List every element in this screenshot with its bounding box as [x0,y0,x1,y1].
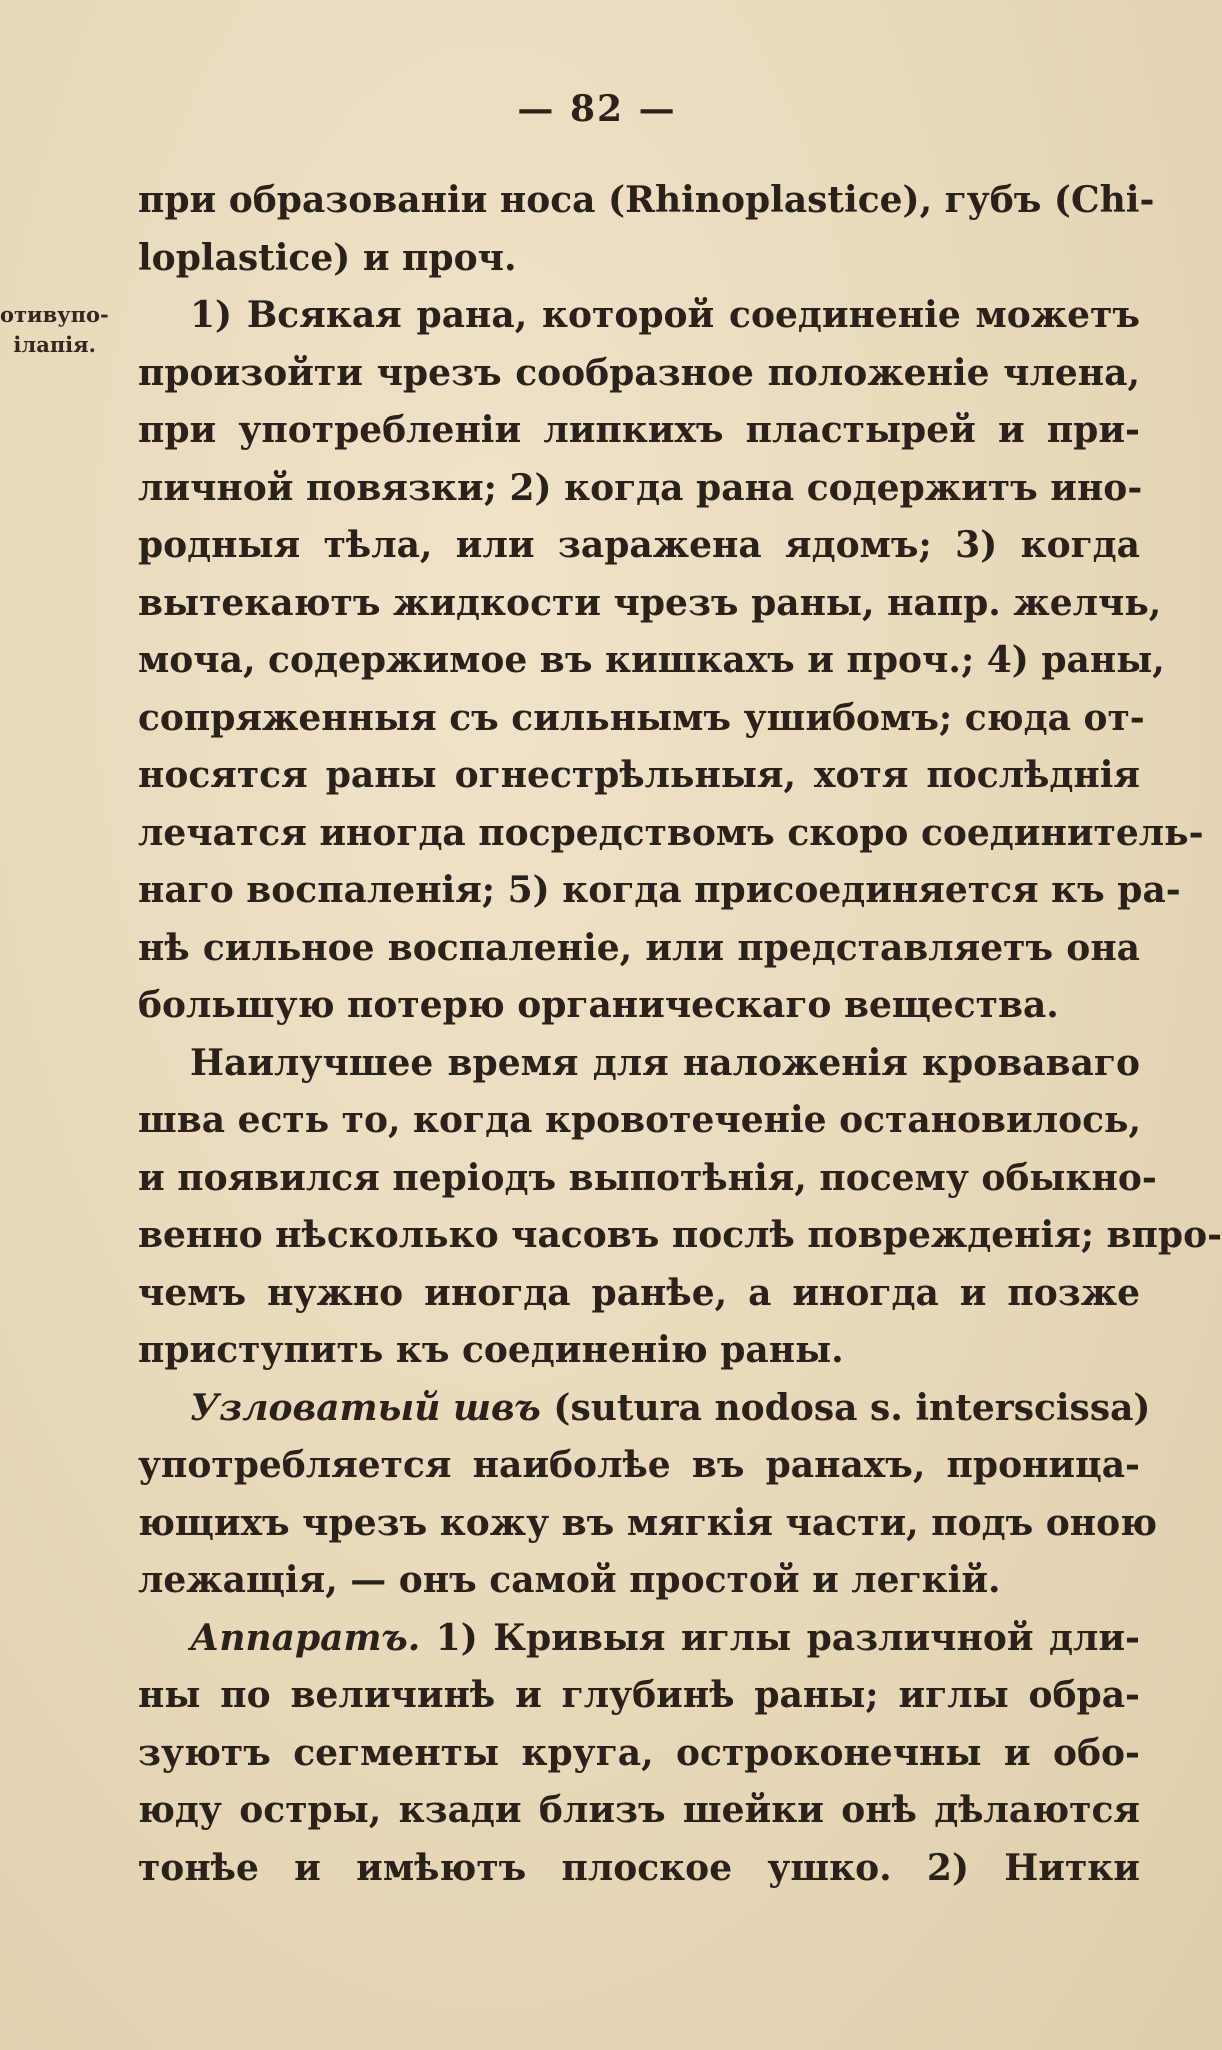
text-line: ны по величинѣ и глубинѣ раны; иглы обра- [138,1674,1140,1716]
body-text [138,172,1222,1897]
page-number: — 82 — [517,88,677,130]
italic-term: Аппаратъ. [190,1616,421,1659]
text-line: чемъ нужно иногда ранѣе, а иногда и позже [138,1271,1140,1314]
text-fragment: (sutura nodosa s. interscissa) [553,1386,1151,1429]
text-line [138,1380,1151,1438]
text-line [138,1610,1140,1668]
text-line: носятся раны огнестрѣльныя, хотя послѣднія [138,754,1140,796]
text-line: юду остры, кзади близъ шейки онѣ дѣлаются [138,1789,1140,1831]
text-line: при образованіи носа (Rhinoplastice), губъ (Chi- [138,179,1155,221]
text-line: большую потерю органическаго вещества. [138,984,1059,1026]
text-line: ющихъ чрезъ кожу въ мягкія части, подъ оною [138,1501,1158,1544]
text-line: наго воспаленія; 5) когда присоединяется къ ра- [138,869,1181,911]
text-line: зуютъ сегменты круга, остроконечны и обо- [138,1731,1140,1774]
text-line: шва есть то, когда кровотеченіе остановилось, [138,1099,1142,1141]
italic-term: Узловатый швъ [190,1386,541,1429]
text-line: родныя тѣла, или заражена ядомъ; 3) когда [138,524,1140,566]
text-line: моча, содержимое въ кишкахъ и проч.; 4) раны, [138,639,1165,681]
text-line: Наилучшее время для наложенія кроваваго [190,1041,1140,1084]
text-fragment: 1) Кривыя иглы различной дли- [435,1616,1140,1659]
text-line: тонѣе и имѣютъ плоское ушко. 2) Нитки [138,1846,1140,1889]
text-line: и появился періодъ выпотѣнія, посему обыкно- [138,1156,1157,1199]
text-line: вытекаютъ жидкости чрезъ раны, напр. желчь, [138,581,1162,624]
text-line: лечатся иногда посредствомъ скоро соединитель- [138,811,1204,854]
text-line: произойти чрезъ сообразное положеніе члена, [138,351,1140,394]
text-line: при употребленіи липкихъ пластырей и при- [138,409,1140,451]
text-line: loplastice) и проч. [138,236,517,279]
text-line: приступить къ соединенію раны. [138,1329,844,1371]
text-line: лежащія, — онъ самой простой и легкій. [138,1559,1001,1601]
text-line: личной повязки; 2) когда рана содержитъ ино- [138,466,1143,509]
margin-note-line: отивупо- [0,302,109,327]
text-line: нѣ сильное воспаленіе, или представляетъ она [138,926,1140,969]
margin-note [0,300,109,360]
text-line: сопряженныя съ сильнымъ ушибомъ; сюда от- [138,696,1145,739]
text-line: 1) Всякая рана, которой соединеніе можетъ [190,294,1140,336]
text-line: употребляется наиболѣе въ ранахъ, проница- [138,1444,1140,1486]
text-line: венно нѣсколько часовъ послѣ поврежденія; впро- [138,1214,1222,1256]
margin-note-line: ілапія. [13,332,96,357]
